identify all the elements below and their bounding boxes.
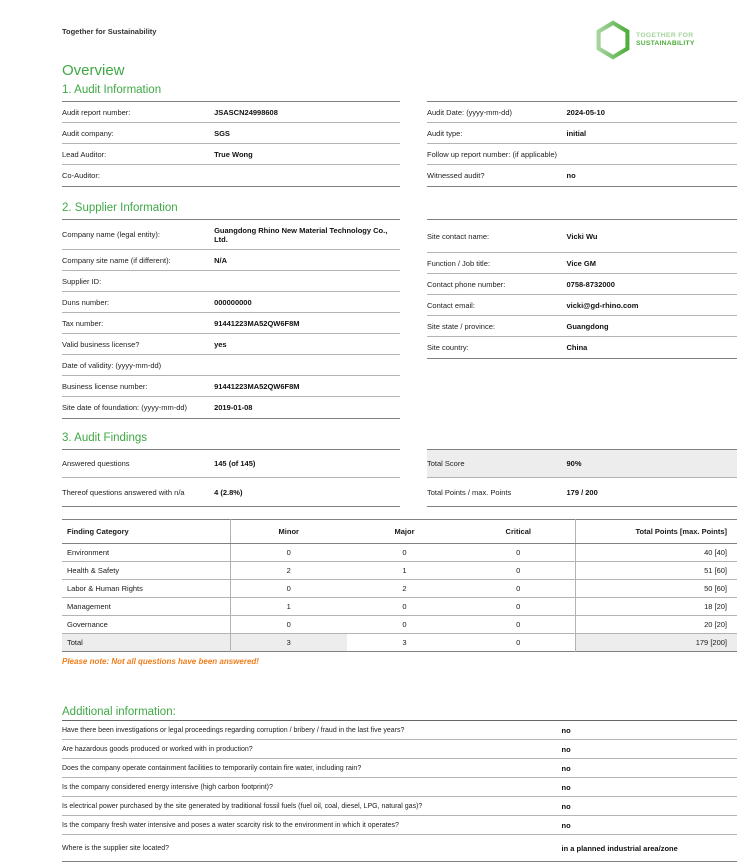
- field-value: SGS: [214, 128, 230, 138]
- audit-findings-summary-tables: [62, 449, 737, 507]
- table-row: [62, 478, 400, 506]
- additional-info-table: [62, 720, 737, 862]
- column-header-minor: Minor: [230, 520, 347, 544]
- field-value: no: [566, 171, 576, 180]
- table-row: [62, 271, 400, 292]
- field-label: Supplier ID:: [62, 276, 102, 286]
- field-label: Site country:: [427, 343, 469, 352]
- findings-row-labor-human-rights: [62, 580, 737, 598]
- cell-major: 0: [347, 544, 462, 562]
- table-row: [427, 123, 737, 144]
- question-text: Are hazardous goods produced or worked with in production?: [62, 745, 253, 753]
- field-value: 179 / 200: [566, 487, 598, 497]
- cell-minor: 0: [230, 616, 347, 634]
- answer-value: no: [561, 763, 571, 773]
- question-text: Have there been investigations or legal proceedings regarding corruption / bribery / fraud in the last five years?: [62, 726, 405, 734]
- field-label: Valid business license?: [62, 339, 140, 349]
- cell-points: 18 [20]: [575, 598, 737, 616]
- supplier-info-left-table: [62, 219, 400, 419]
- cell-category: Labor & Human Rights: [62, 580, 230, 598]
- field-value: N/A: [214, 255, 228, 265]
- field-value: Vicki Wu: [566, 231, 598, 241]
- table-row: [62, 397, 400, 418]
- cell-category: Management: [62, 598, 230, 616]
- question-row: [62, 778, 737, 797]
- findings-row-total: [62, 634, 737, 652]
- field-label: Tax number:: [62, 318, 104, 328]
- table-row: [427, 144, 737, 165]
- answer-value: no: [561, 725, 571, 735]
- table-row: [62, 334, 400, 355]
- answer-value: no: [561, 782, 571, 792]
- column-header-finding-category: Finding Category: [62, 520, 230, 544]
- field-label: Duns number:: [62, 297, 110, 307]
- column-header-critical: Critical: [462, 520, 575, 544]
- field-value: initial: [566, 128, 587, 138]
- findings-row-health-safety: [62, 562, 737, 580]
- findings-row-environment: [62, 544, 737, 562]
- table-row: [62, 355, 400, 376]
- field-value: 4 (2.8%): [214, 487, 243, 497]
- cell-minor: 2: [230, 562, 347, 580]
- field-value: China: [566, 343, 588, 352]
- field-label: Audit Date: (yyyy-mm-dd): [427, 107, 513, 117]
- field-value: Guangdong Rhino New Material Technology Co., Ltd.: [214, 225, 388, 244]
- question-row: [62, 816, 737, 835]
- field-value: 0758-8732000: [566, 279, 615, 289]
- field-label: Contact phone number:: [427, 279, 506, 289]
- table-row: [62, 165, 400, 186]
- logo-text-line2: SUSTAINABILITY: [636, 40, 695, 47]
- field-value: 90%: [566, 459, 582, 468]
- column-header-major: Major: [347, 520, 462, 544]
- cell-points: 50 [60]: [575, 580, 737, 598]
- cell-critical: 0: [462, 562, 575, 580]
- field-label: Audit type:: [427, 128, 463, 138]
- field-label: Contact email:: [427, 300, 475, 310]
- cell-critical: 0: [462, 544, 575, 562]
- question-row: [62, 740, 737, 759]
- cell-major: 2: [347, 580, 462, 598]
- field-value: Vice GM: [566, 258, 596, 268]
- field-value: True Wong: [214, 149, 253, 159]
- field-label: Site contact name:: [427, 231, 490, 241]
- cell-major: 0: [347, 598, 462, 616]
- field-value: 91441223MA52QW6F8M: [214, 381, 300, 391]
- cell-critical: 0: [462, 616, 575, 634]
- cell-minor: 3: [230, 634, 347, 652]
- question-text: Where is the supplier site located?: [62, 844, 169, 852]
- cell-critical: 0: [462, 580, 575, 598]
- audit-info-tables: [62, 101, 737, 187]
- section-title-supplier-information: 2. Supplier Information: [62, 202, 178, 214]
- answer-value: no: [561, 744, 571, 754]
- cell-minor: 0: [230, 544, 347, 562]
- table-row: [62, 102, 400, 123]
- field-label: Follow up report number: (if applicable): [427, 149, 558, 159]
- table-row: [427, 165, 737, 186]
- field-value: JSASCN24998608: [214, 107, 278, 117]
- field-label: Site date of foundation: (yyyy-mm-dd): [62, 403, 188, 412]
- audit-info-left-table: [62, 101, 400, 187]
- cell-points: 179 [200]: [575, 634, 737, 652]
- cell-major: 0: [347, 616, 462, 634]
- table-row: [62, 313, 400, 334]
- table-row: [427, 253, 737, 274]
- field-label: Answered questions: [62, 459, 130, 468]
- answer-value: no: [561, 820, 571, 830]
- cell-minor: 0: [230, 580, 347, 598]
- field-label: Total Points / max. Points: [427, 487, 512, 497]
- cell-category: Environment: [62, 544, 230, 562]
- field-value: 2024-05-10: [566, 107, 605, 117]
- answer-value: no: [561, 801, 571, 811]
- cell-critical: 0: [462, 598, 575, 616]
- tfs-logo: [595, 20, 695, 60]
- field-value: 91441223MA52QW6F8M: [214, 318, 300, 328]
- table-row: [62, 450, 400, 478]
- cell-category: Total: [62, 634, 230, 652]
- answer-value: in a planned industrial area/zone: [561, 843, 678, 853]
- cell-points: 40 [40]: [575, 544, 737, 562]
- page-title: Overview: [62, 62, 125, 79]
- table-row: [427, 478, 737, 506]
- field-label: Witnessed audit?: [427, 171, 485, 180]
- document-title: Together for Sustainability: [62, 27, 157, 36]
- question-row: [62, 835, 737, 861]
- field-value: 000000000: [214, 297, 252, 307]
- question-row: [62, 797, 737, 816]
- supplier-info-right-table: [427, 219, 737, 359]
- question-row: [62, 759, 737, 778]
- findings-row-management: [62, 598, 737, 616]
- field-label: Total Score: [427, 459, 465, 468]
- field-label: Company site name (if different):: [62, 255, 171, 265]
- table-row: [427, 337, 737, 358]
- cell-minor: 1: [230, 598, 347, 616]
- cell-major: 1: [347, 562, 462, 580]
- supplier-info-tables: [62, 219, 737, 419]
- table-row: [62, 220, 400, 250]
- findings-header-row: [62, 520, 737, 544]
- cell-category: Governance: [62, 616, 230, 634]
- section-title-audit-findings: 3. Audit Findings: [62, 432, 148, 444]
- findings-summary-right-table: [427, 449, 737, 507]
- table-row: [427, 295, 737, 316]
- cell-major: 3: [402, 638, 407, 647]
- hexagon-logo-icon: [595, 20, 631, 60]
- table-row: [62, 376, 400, 397]
- table-row: [427, 316, 737, 337]
- cell-points: 51 [60]: [575, 562, 737, 580]
- field-value: 2019-01-08: [214, 403, 253, 412]
- field-label: Company name (legal entity):: [62, 230, 160, 239]
- section-title-audit-information: 1. Audit Information: [62, 84, 162, 96]
- findings-row-governance: [62, 616, 737, 634]
- table-row: [62, 250, 400, 271]
- column-header-total-points: Total Points [max. Points]: [575, 520, 737, 544]
- table-row: [427, 102, 737, 123]
- findings-summary-left-table: [62, 449, 400, 507]
- field-label: Date of validity: (yyyy-mm-dd): [62, 360, 162, 370]
- table-row: [62, 123, 400, 144]
- question-text: Does the company operate containment facilities to temporarily contain fire water, including rain?: [62, 764, 362, 772]
- question-text: Is electrical power purchased by the site generated by traditional fossil fuels (fuel oil, coal, diesel, LPG, natural gas)?: [62, 802, 423, 810]
- question-text: Is the company considered energy intensive (high carbon footprint)?: [62, 783, 273, 791]
- question-text: Is the company fresh water intensive and poses a water scarcity risk to the environment in which it operates?: [62, 821, 399, 829]
- cell-critical: 0: [516, 638, 521, 647]
- section-title-additional-information: Additional information:: [62, 706, 176, 718]
- field-label: Audit report number:: [62, 107, 131, 117]
- audit-info-right-table: [427, 101, 737, 187]
- field-value: 145 (of 145): [214, 459, 256, 468]
- field-value: yes: [214, 339, 227, 349]
- table-row: [427, 274, 737, 295]
- field-value: vicki@gd-rhino.com: [566, 300, 639, 310]
- field-label: Business license number:: [62, 381, 148, 391]
- table-row: [62, 292, 400, 313]
- field-label: Site state / province:: [427, 321, 495, 331]
- logo-text-line1: TOGETHER FOR: [636, 32, 694, 40]
- total-score-row: [427, 450, 737, 478]
- findings-category-table: [62, 519, 737, 652]
- field-label: Co-Auditor:: [62, 171, 100, 180]
- field-value: Guangdong: [566, 321, 609, 331]
- cell-category: Health & Safety: [62, 562, 230, 580]
- cell-points: 20 [20]: [575, 616, 737, 634]
- logo-wordmark: [636, 32, 695, 48]
- field-label: Lead Auditor:: [62, 149, 107, 159]
- table-row: [427, 220, 737, 253]
- table-row: [62, 144, 400, 165]
- field-label: Function / Job title:: [427, 258, 490, 268]
- question-row: [62, 721, 737, 740]
- field-label: Audit company:: [62, 128, 114, 138]
- field-label: Thereof questions answered with n/a: [62, 487, 185, 497]
- warning-note: Please note: Not all questions have been answered!: [62, 657, 259, 666]
